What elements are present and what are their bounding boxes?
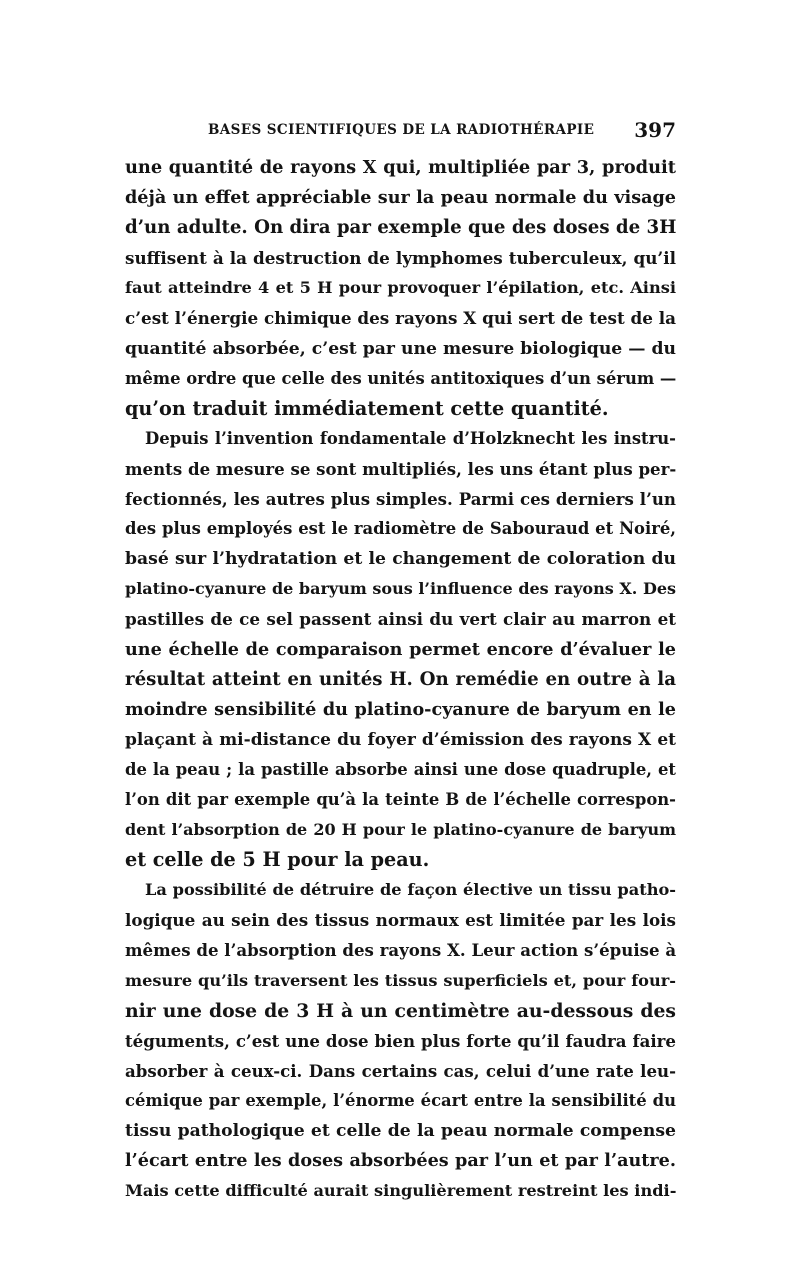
text-line: c’est l’énergie chimique des rayons X qui sert de test de la (125, 308, 677, 329)
running-head (208, 118, 676, 142)
page-number: 397 (634, 118, 676, 142)
text-line: mesure qu’ils traversent les tissus superficiels et, pour four- (125, 970, 676, 990)
text-line: plaçant à mi-distance du foyer d’émission des rayons X et (125, 729, 676, 750)
text-line: platino-cyanure de baryum sous l’influence des rayons X. Des (125, 579, 676, 599)
text-line: d’un adulte. On dira par exemple que des doses de 3H (125, 217, 677, 239)
text-line: de la peau ; la pastille absorbe ainsi une dose quadruple, et (125, 759, 676, 779)
running-title: BASES SCIENTIFIQUES DE LA RADIOTHÉRAPIE (208, 122, 595, 138)
text-line: dent l’absorption de 20 H pour le platino-cyanure de baryum (125, 820, 676, 840)
text-line: logique au sein des tissus normaux est limitée par les lois (125, 910, 676, 931)
text-line: résultat atteint en unités H. On remédie en outre à la (125, 668, 676, 690)
text-line: suffisent à la destruction de lymphomes tuberculeux, qu’il (125, 248, 676, 269)
text-line: nir une dose de 3 H à un centimètre au-dessous des (125, 999, 676, 1022)
text-line: Mais cette difficulté aurait singulièrement restreint les indi- (125, 1181, 677, 1201)
body-text (125, 153, 676, 1206)
text-line: La possibilité de détruire de façon élective un tissu patho- (145, 880, 676, 900)
text-line: basé sur l’hydratation et le changement de coloration du (125, 549, 676, 570)
text-line: et celle de 5 H pour la peau. (125, 848, 430, 872)
text-line: Depuis l’invention fondamentale d’Holzknecht les instru- (145, 428, 676, 448)
text-line: une échelle de comparaison permet encore d’évaluer le (125, 638, 676, 660)
text-line: déjà un effet appréciable sur la peau normale du visage (125, 187, 676, 209)
text-line: une quantité de rayons X qui, multipliée par 3, produit (125, 157, 676, 178)
text-line: absorber à ceux-ci. Dans certains cas, celui d’une rate leu- (125, 1060, 676, 1081)
text-line: moindre sensibilité du platino-cyanure de baryum en le (125, 698, 676, 720)
text-line: cémique par exemple, l’énorme écart entre la sensibilité du (125, 1090, 676, 1110)
text-line: mêmes de l’absorption des rayons X. Leur action s’épuise à (125, 940, 677, 961)
text-line: fectionnés, les autres plus simples. Parmi ces derniers l’un (125, 489, 676, 510)
text-line: téguments, c’est une dose bien plus forte qu’il faudra faire (125, 1030, 676, 1051)
text-line: quantité absorbée, c’est par une mesure biologique — du (125, 338, 676, 359)
text-line: pastilles de ce sel passent ainsi du vert clair au marron et (125, 609, 676, 630)
text-line: qu’on traduit immédiatement cette quantité. (125, 396, 609, 420)
text-line: faut atteindre 4 et 5 H pour provoquer l’épilation, etc. Ainsi (125, 278, 676, 298)
text-line: même ordre que celle des unités antitoxiques d’un sérum — (125, 368, 677, 388)
text-line: l’écart entre les doses absorbées par l’un et par l’autre. (125, 1150, 676, 1172)
text-line: ments de mesure se sont multipliés, les uns étant plus per- (125, 458, 677, 479)
text-line: des plus employés est le radiomètre de Sabouraud et Noiré, (125, 519, 676, 539)
text-line: tissu pathologique et celle de la peau normale compense (125, 1121, 676, 1141)
text-line: l’on dit par exemple qu’à la teinte B de l’échelle correspon- (125, 789, 676, 809)
